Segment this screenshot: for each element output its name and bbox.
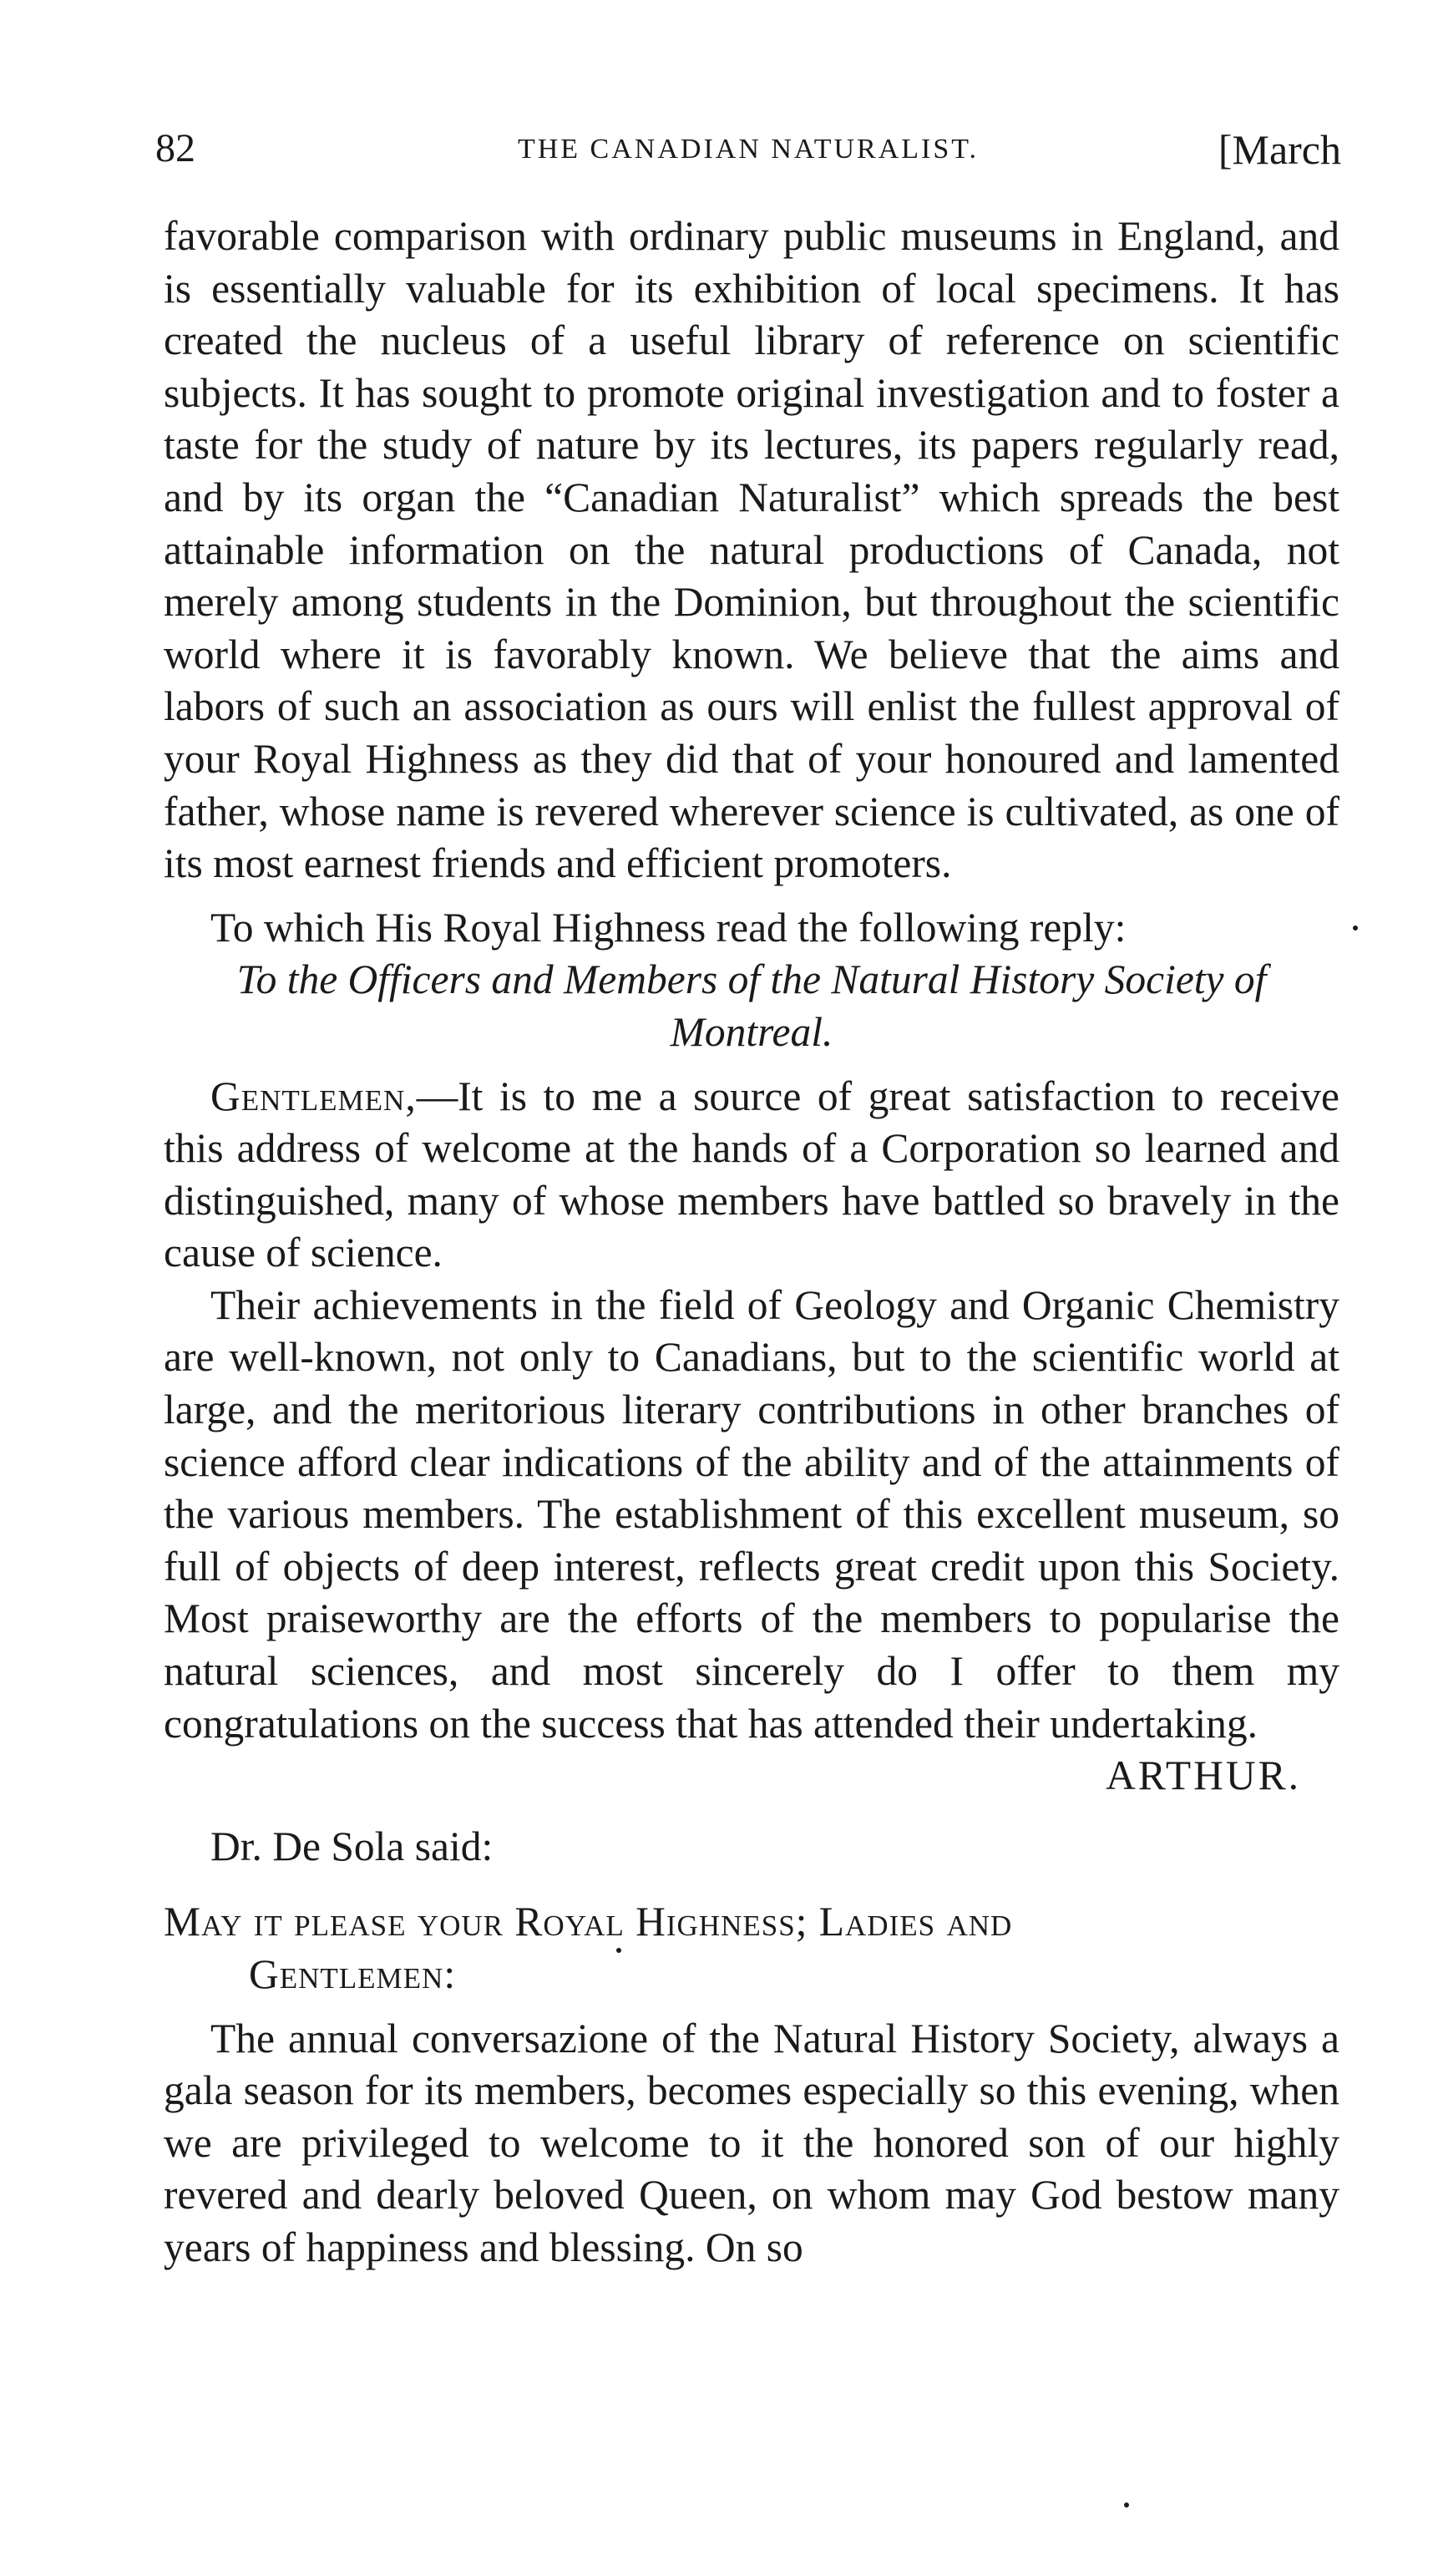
body-text [164,210,1339,2274]
address-salutation-line2: Gentlemen: [249,1951,457,1997]
paragraph-reply-1-text: —It is to me a source of great satisfaction to receive this address of welcome at the hands of a Corporation so learned and distinguished, many of whose members have battled so bravely in the cause of science. [164,1072,1339,1276]
running-title: THE CANADIAN NATURALIST. [517,134,980,165]
stray-mark-dot [1353,925,1358,931]
paragraph-address-continuation: favorable comparison with ordinary public museums in England, and is essentially valuable for its exhibition of local specimens. It has created the nucleus of a useful library of reference on scientific subjects. It has sought to promote original investigation and to foster a taste for the study of nature by its lectures, its papers regularly read, and by its organ the “Canadian Naturalist” which spreads the best attainable information on the natural productions of Canada, not merely among students in the Dominion, but throughout the scientific world where it is favorably known. We believe that the aims and labors of such an association as ours will enlist the fullest approval of your Royal Highness as they did that of your honoured and lamented father, whose name is revered wherever science is cultivated, as one of its most earnest friends and efficient promoters. [164,213,1339,887]
page-header [155,125,1341,184]
signature: ARTHUR. [1106,1752,1301,1799]
stray-mark-dot [616,1948,621,1953]
issue-month: [March [1218,126,1341,173]
paragraph-reply-1 [164,1071,1339,1280]
reply-heading: To the Officers and Members of the Natural History Society of Montreal. [236,956,1267,1055]
address-salutation-line1: May it please your Royal Highness; Ladies and [164,1899,1013,1945]
speaker-intro: Dr. De Sola said: [210,1823,494,1869]
salutation: Gentlemen, [210,1072,417,1119]
paragraph-de-sola-speech: The annual conversazione of the Natural History Society, always a gala season for its members, becomes especially so this evening, when we are privileged to welcome to it the honored son of our highly revered and dearly beloved Queen, on whom may God bestow many years of happiness and blessing. On so [164,2015,1339,2270]
page-number: 82 [155,126,195,170]
paragraph-reply-intro: To which His Royal Highness read the following reply: [210,904,1127,951]
paragraph-reply-2: Their achievements in the field of Geology and Organic Chemistry are well-known, not only to Canadians, but to the scientific world at large, and the meritorious literary contributions in other branches of science afford clear indications of the ability and of the attainments of the various members. The establishment of this excellent museum, so full of objects of deep interest, reflects great credit upon this Society. Most praiseworthy are the efforts of the members to popularise the natural sciences, and most sincerely do I offer to them my congratulations on the success that has attended their undertaking. [164,1281,1339,1747]
stray-mark-dot [1124,2502,1129,2508]
